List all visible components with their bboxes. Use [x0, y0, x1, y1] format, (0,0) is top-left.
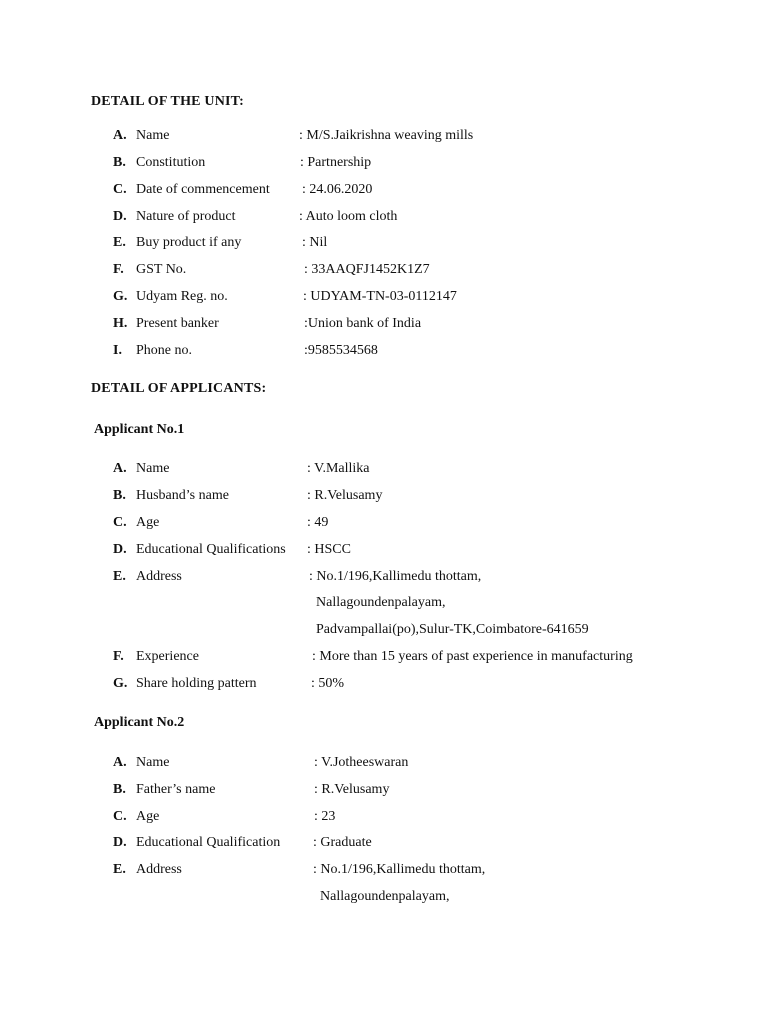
- applicants-heading: DETAIL OF APPLICANTS:: [91, 381, 267, 396]
- row-label: Name: [136, 461, 170, 476]
- applicant1-address-line2: Nallagoundenpalayam,: [316, 595, 446, 610]
- row-letter: G.: [113, 289, 128, 304]
- row-value: : 33AAQFJ1452K1Z7: [304, 262, 430, 277]
- row-value: : 50%: [311, 676, 345, 691]
- row-label: Constitution: [136, 155, 206, 170]
- row-label: Name: [136, 755, 170, 770]
- row-label: Age: [136, 515, 160, 530]
- row-label: Nature of product: [136, 209, 236, 224]
- row-value: : 23: [314, 809, 336, 824]
- row-letter: I.: [113, 343, 122, 358]
- row-label: Experience: [136, 649, 199, 664]
- row-value: : M/S.Jaikrishna weaving mills: [299, 128, 474, 143]
- row-letter: B.: [113, 488, 126, 503]
- row-letter: D.: [113, 835, 127, 850]
- row-label: Address: [136, 569, 182, 584]
- row-value: : Graduate: [313, 835, 372, 850]
- row-letter: A.: [113, 128, 127, 143]
- row-label: Name: [136, 128, 170, 143]
- row-letter: A.: [113, 461, 127, 476]
- unit-heading: DETAIL OF THE UNIT:: [91, 94, 245, 109]
- row-letter: E.: [113, 569, 126, 584]
- row-letter: D.: [113, 209, 127, 224]
- row-letter: F.: [113, 649, 124, 664]
- row-label: Educational Qualification: [136, 835, 281, 850]
- row-label: Address: [136, 862, 182, 877]
- row-value: : R.Velusamy: [314, 782, 390, 797]
- row-label: Phone no.: [136, 343, 192, 358]
- row-value: :9585534568: [304, 343, 378, 358]
- row-letter: C.: [113, 515, 127, 530]
- row-letter: B.: [113, 155, 126, 170]
- row-letter: D.: [113, 542, 127, 557]
- row-letter: F.: [113, 262, 124, 277]
- row-value: : No.1/196,Kallimedu thottam,: [313, 862, 486, 877]
- row-letter: B.: [113, 782, 126, 797]
- row-value: : R.Velusamy: [307, 488, 383, 503]
- row-value: : V.Jotheeswaran: [314, 755, 409, 770]
- row-letter: H.: [113, 316, 128, 331]
- row-value: : Partnership: [300, 155, 372, 170]
- applicant2-address-line2: Nallagoundenpalayam,: [320, 889, 450, 904]
- row-value: : Auto loom cloth: [299, 209, 398, 224]
- applicant2-title: Applicant No.2: [94, 715, 185, 730]
- row-letter: E.: [113, 235, 126, 250]
- row-letter: C.: [113, 809, 127, 824]
- row-label: Buy product if any: [136, 235, 242, 250]
- applicant1-title: Applicant No.1: [94, 422, 185, 437]
- row-label: Present banker: [136, 316, 219, 331]
- row-label: Udyam Reg. no.: [136, 289, 228, 304]
- row-label: GST No.: [136, 262, 187, 277]
- row-value: : Nil: [302, 235, 328, 250]
- row-label: Share holding pattern: [136, 676, 257, 691]
- row-label: Father’s name: [136, 782, 216, 797]
- row-label: Date of commencement: [136, 182, 270, 197]
- row-value: : More than 15 years of past experience in manufacturing: [312, 649, 633, 664]
- row-label: Educational Qualifications: [136, 542, 286, 557]
- row-letter: A.: [113, 755, 127, 770]
- row-value: : V.Mallika: [307, 461, 370, 476]
- row-value: : 49: [307, 515, 329, 530]
- row-value: : UDYAM-TN-03-0112147: [303, 289, 457, 304]
- row-letter: G.: [113, 676, 128, 691]
- row-label: Age: [136, 809, 160, 824]
- applicant1-address-line3: Padvampallai(po),Sulur-TK,Coimbatore-641659: [316, 622, 589, 637]
- row-letter: C.: [113, 182, 127, 197]
- row-value: : No.1/196,Kallimedu thottam,: [309, 569, 482, 584]
- row-value: :Union bank of India: [304, 316, 422, 331]
- row-value: : 24.06.2020: [302, 182, 373, 197]
- row-letter: E.: [113, 862, 126, 877]
- row-value: : HSCC: [307, 542, 351, 557]
- row-label: Husband’s name: [136, 488, 229, 503]
